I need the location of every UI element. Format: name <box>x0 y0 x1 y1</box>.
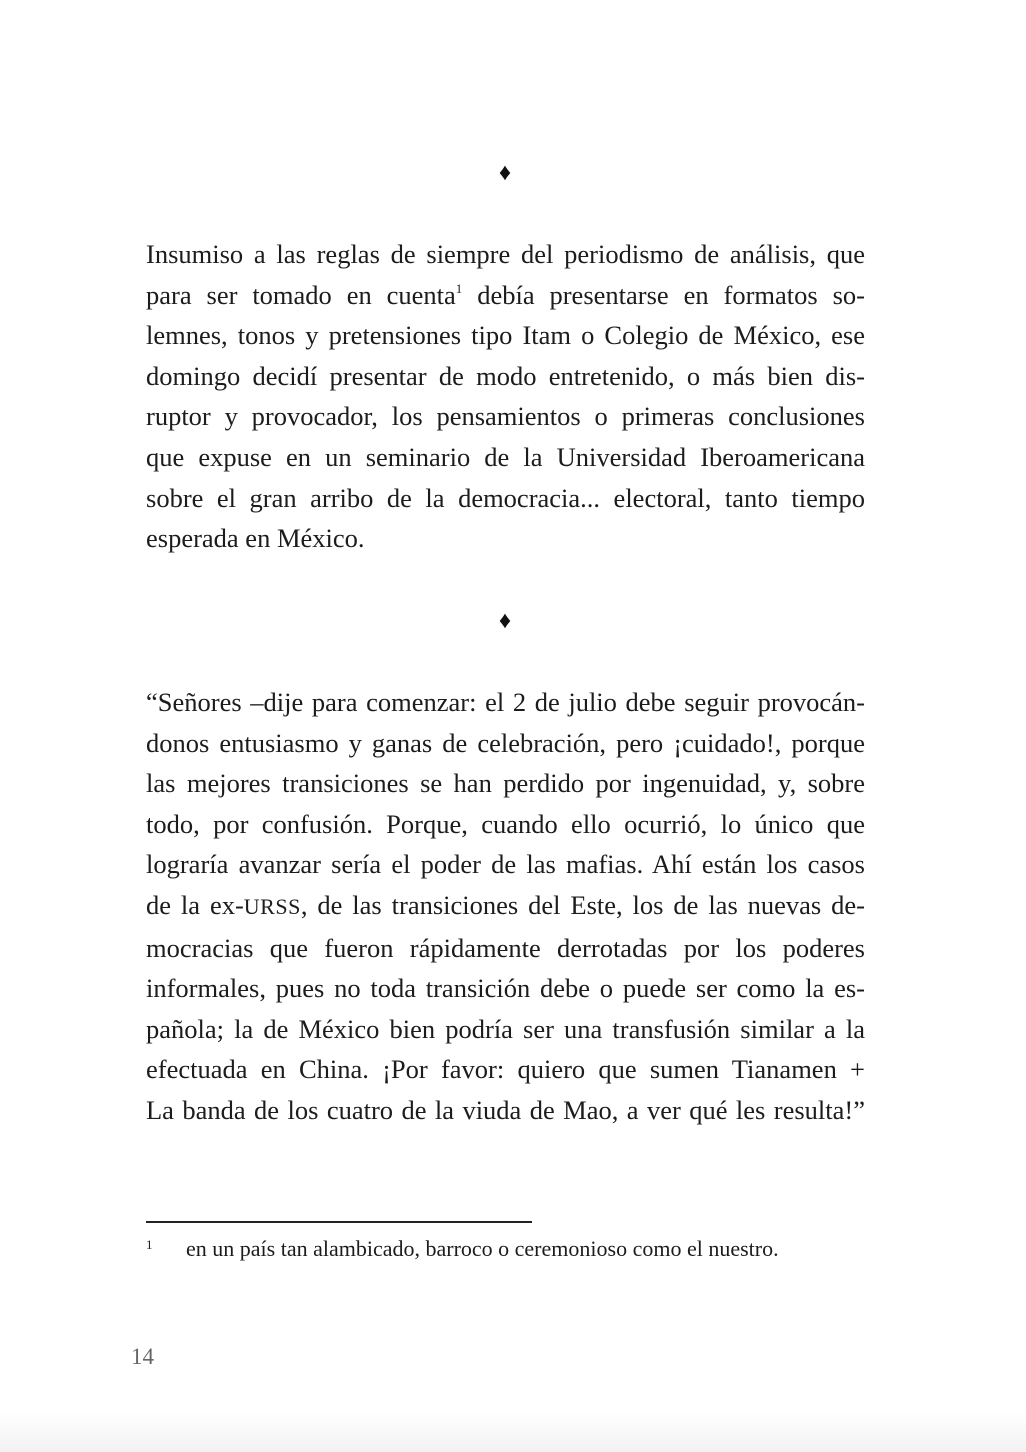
paragraph-line: ruptor y provocador, los pensamientos o primeras conclusiones <box>146 401 865 432</box>
paragraph-line: Insumiso a las reglas de siempre del periodismo de análisis, que <box>146 239 865 269</box>
page-number: 14 <box>131 1344 154 1369</box>
paragraph-line: La banda de los cuatro de la viuda de Mao, a ver qué les resulta!” <box>146 1094 865 1125</box>
paragraph-line: las mejores transiciones se han perdido por ingenuidad, y, sobre <box>146 768 865 799</box>
paragraph-2 <box>146 682 865 1131</box>
page-bottom-shade <box>0 1412 1026 1452</box>
section-ornament: ♦ <box>498 608 512 634</box>
paragraph-line: informales, pues no toda transición debe o puede ser como la es- <box>146 973 865 1004</box>
paragraph-line: todo, por confusión. Porque, cuando ello ocurrió, lo único que <box>146 808 865 839</box>
line-text: para ser tomado en cuenta <box>146 279 456 310</box>
paragraph-line: mocracias que fueron rápidamente derrotadas por los poderes <box>146 932 865 963</box>
paragraph-1 <box>146 234 865 559</box>
paragraph-line: donos entusiasmo y ganas de celebración, pero ¡cuidado!, porque <box>146 727 865 758</box>
footnote-text: en un país tan alambicado, barroco o ceremonioso como el nuestro. <box>186 1236 779 1261</box>
small-caps-text: URSS <box>243 893 301 919</box>
paragraph-line: esperada en México. <box>146 523 365 554</box>
paragraph-line: “Señores –dije para comenzar: el 2 de julio debe seguir provocán- <box>146 687 865 717</box>
line-text: , de las transiciones del Este, los de las nuevas de- <box>300 889 865 920</box>
paragraph-line: que expuse en un seminario de la Universidad Iberoamericana <box>146 441 865 472</box>
footnote-number: 1 <box>146 1237 153 1252</box>
paragraph-line: lograría avanzar sería el poder de las mafias. Ahí están los casos <box>146 849 865 880</box>
paragraph-line: domingo decidí presentar de modo entretenido, o más bien dis- <box>146 360 865 391</box>
paragraph-line: efectuada en China. ¡Por favor: quiero que sumen Tianamen + <box>146 1054 865 1085</box>
paragraph-line: sobre el gran arribo de la democracia... electoral, tanto tiempo <box>146 482 865 513</box>
footnote-divider <box>146 1221 532 1223</box>
paragraph-line: lemnes, tonos y pretensiones tipo Itam o Colegio de México, ese <box>146 320 865 351</box>
line-text: de la ex- <box>146 889 244 920</box>
section-ornament: ♦ <box>498 160 512 186</box>
line-text: debía presentarse en formatos so- <box>462 279 865 310</box>
paragraph-line <box>146 275 865 316</box>
paragraph-line <box>146 885 865 928</box>
footnote-reference[interactable]: 1 <box>455 280 463 296</box>
paragraph-line: pañola; la de México bien podría ser una transfusión similar a la <box>146 1013 865 1044</box>
